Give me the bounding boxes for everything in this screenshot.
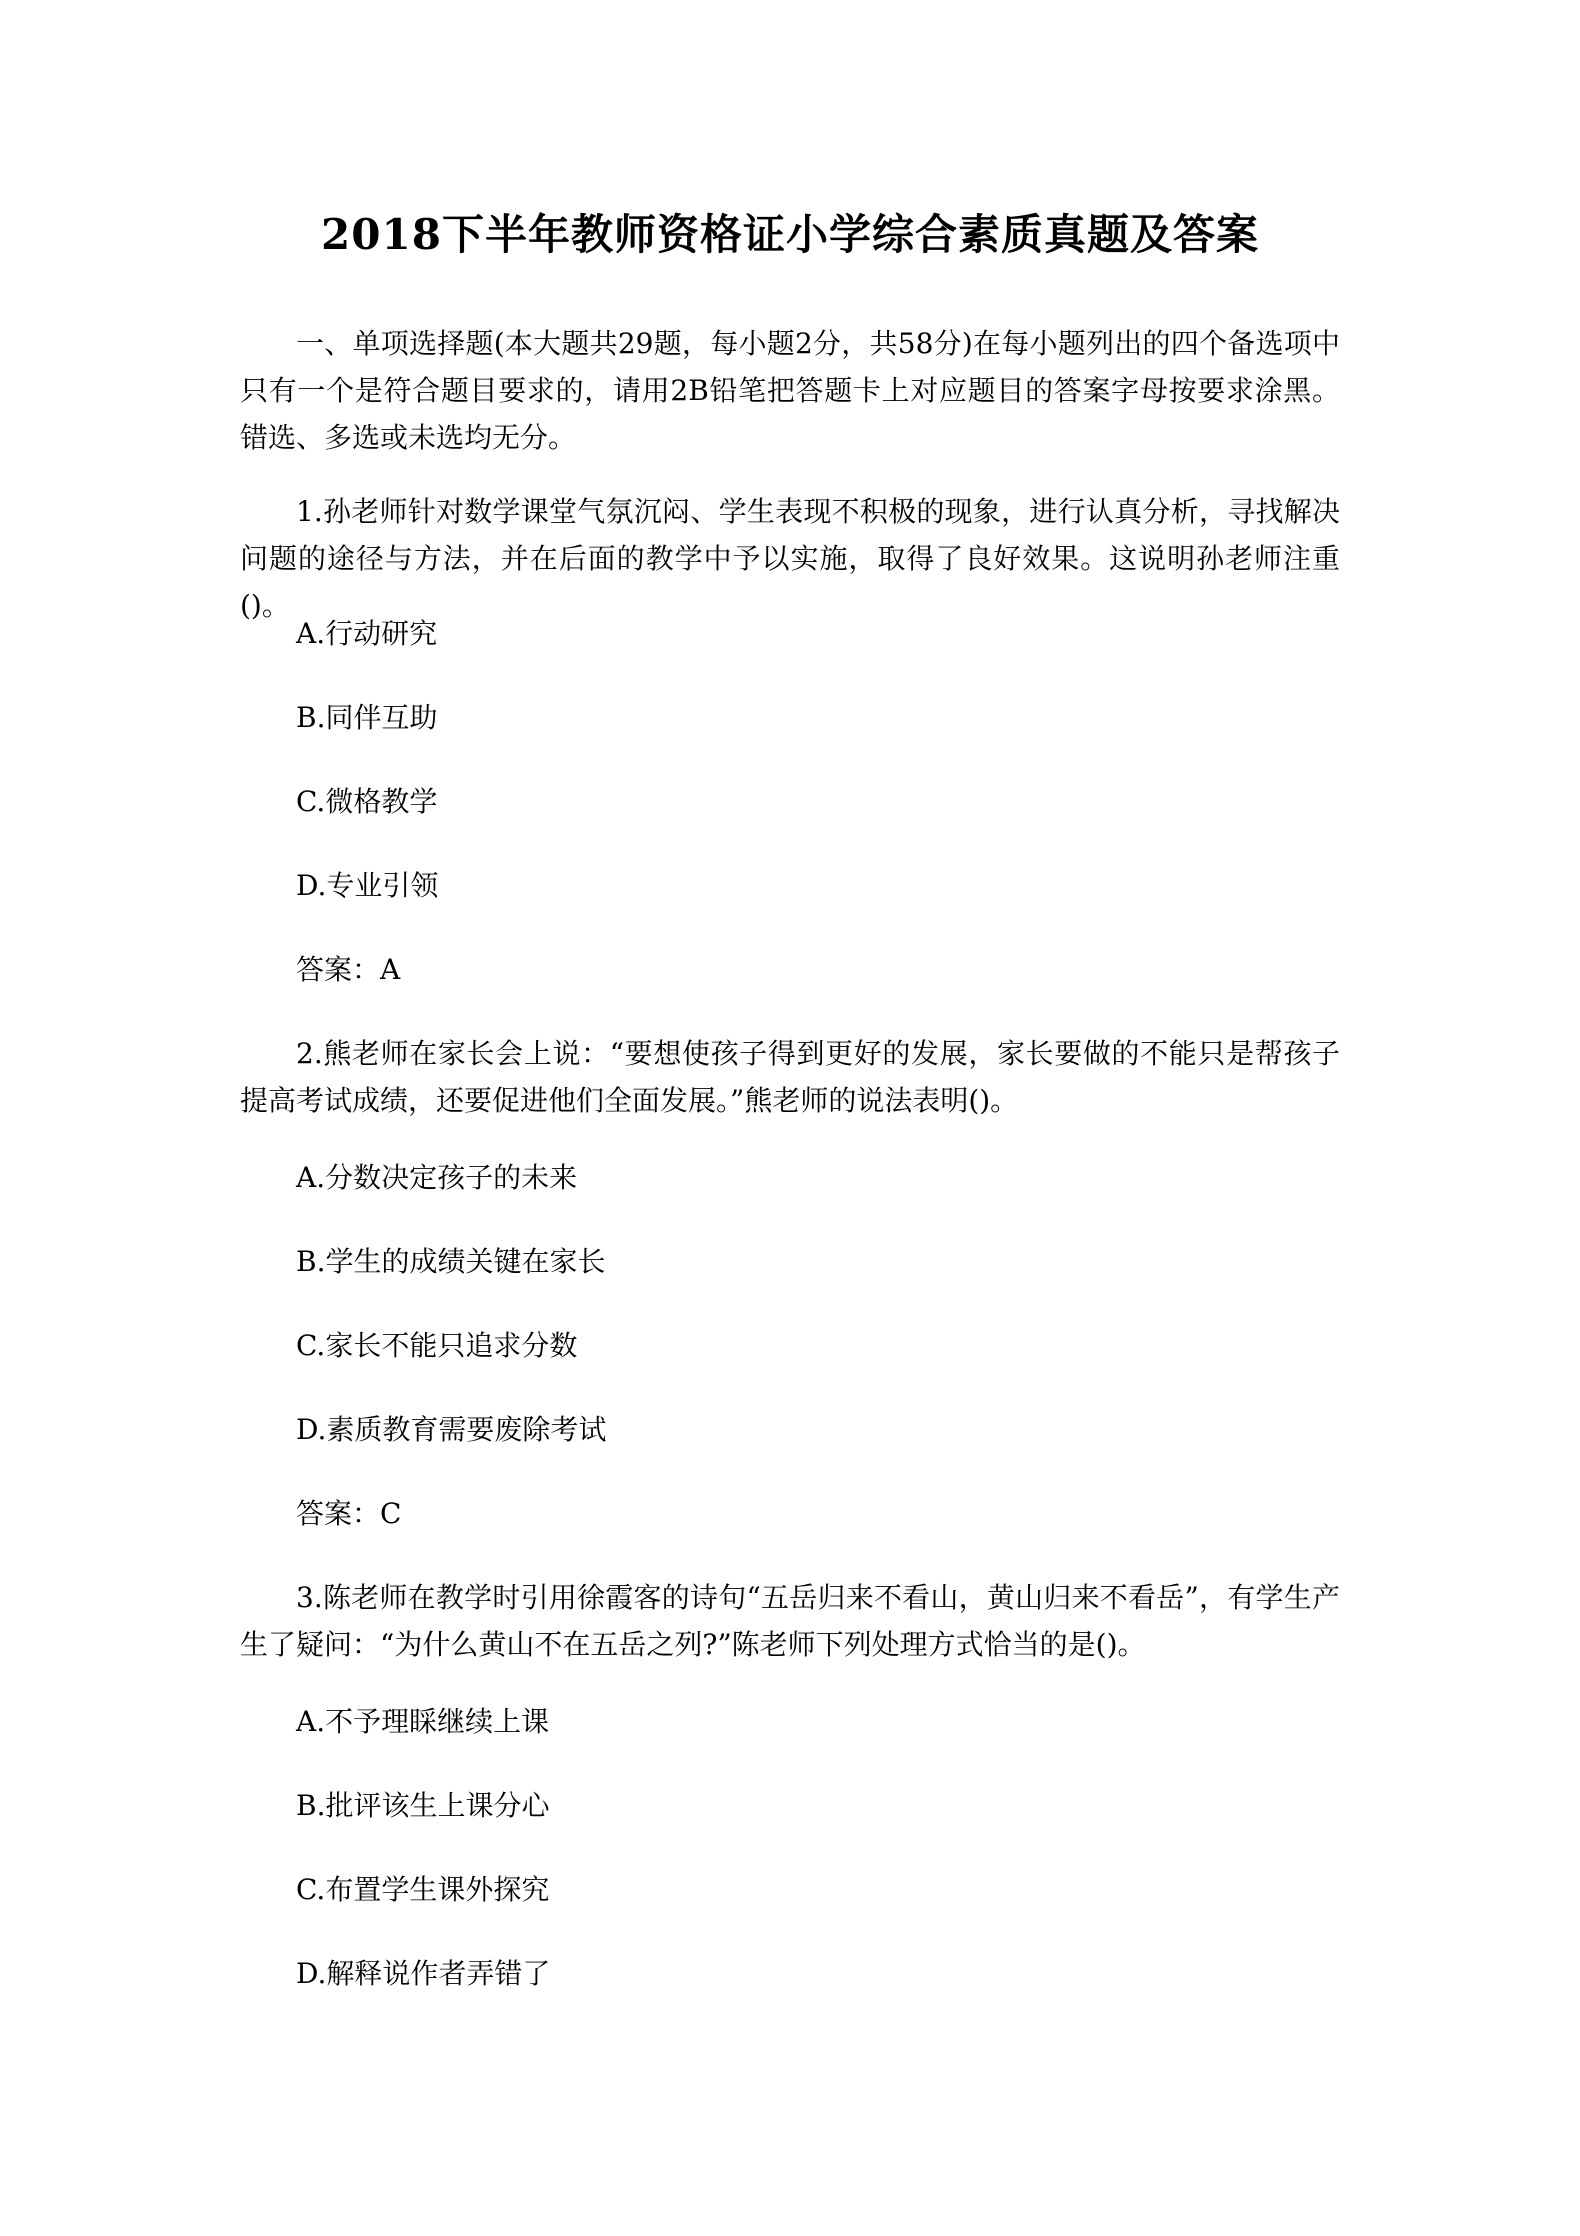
- question-3-option-b: B.批评该生上课分心: [296, 1789, 550, 1822]
- question-2-option-c: C.家长不能只追求分数: [296, 1329, 578, 1362]
- question-1-option-a: A.行动研究: [296, 617, 438, 650]
- question-2-answer: 答案：C: [296, 1497, 402, 1530]
- question-2-option-b: B.学生的成绩关键在家长: [296, 1245, 606, 1278]
- question-2-option-d: D.素质教育需要废除考试: [296, 1413, 607, 1446]
- question-1-option-d: D.专业引领: [296, 869, 439, 902]
- question-1-option-c: C.微格教学: [296, 785, 438, 818]
- section-intro: 一、单项选择题(本大题共29题，每小题2分，共58分)在每小题列出的四个备选项中只有一个是符合题目要求的，请用2B铅笔把答题卡上对应题目的答案字母按要求涂黑。错选、多选或未选均无分。: [240, 327, 1340, 454]
- question-3-option-c: C.布置学生课外探究: [296, 1873, 550, 1906]
- question-3-stem: 3.陈老师在教学时引用徐霞客的诗句“五岳归来不看山，黄山归来不看岳”，有学生产生了疑问：“为什么黄山不在五岳之列?”陈老师下列处理方式恰当的是()。: [240, 1581, 1340, 1661]
- question-2-stem: 2.熊老师在家长会上说：“要想使孩子得到更好的发展，家长要做的不能只是帮孩子提高考试成绩，还要促进他们全面发展。”熊老师的说法表明()。: [240, 1037, 1340, 1117]
- question-3-option-a: A.不予理睬继续上课: [296, 1705, 550, 1738]
- question-2-option-a: A.分数决定孩子的未来: [296, 1161, 578, 1194]
- question-3-option-d: D.解释说作者弄错了: [296, 1957, 551, 1990]
- question-1-answer: 答案：A: [296, 953, 401, 986]
- question-1-stem: 1.孙老师针对数学课堂气氛沉闷、学生表现不积极的现象，进行认真分析，寻找解决问题的途径与方法，并在后面的教学中予以实施，取得了良好效果。这说明孙老师注重()。: [240, 495, 1340, 622]
- document-title: 2018下半年教师资格证小学综合素质真题及答案: [321, 210, 1259, 259]
- question-1-option-b: B.同伴互助: [296, 701, 438, 734]
